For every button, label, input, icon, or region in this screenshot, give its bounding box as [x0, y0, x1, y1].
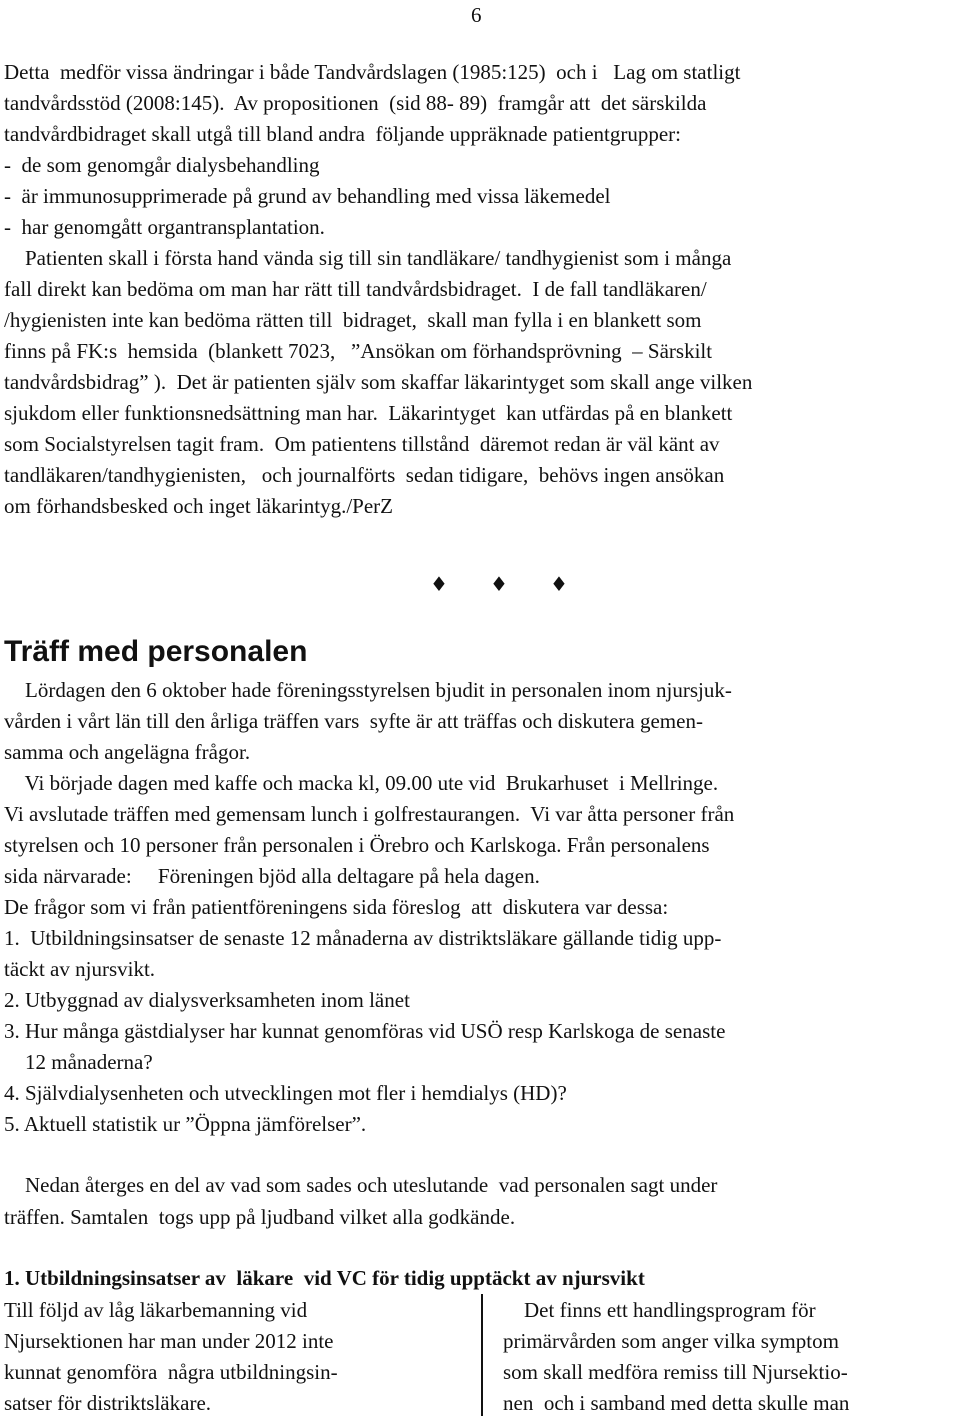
question-item: 1. Utbildningsinsatser de senaste 12 månaderna av distriktsläkare gällande tidig upp- — [4, 926, 722, 950]
diamond-icon: ♦ — [550, 572, 568, 596]
left-column-line: Njursektionen har man under 2012 inte — [4, 1329, 334, 1353]
column-divider — [481, 1294, 483, 1416]
question-item: 3. Hur många gästdialyser har kunnat genomföras vid USÖ resp Karlskoga de senaste — [4, 1019, 726, 1043]
article-line: Vi avslutade träffen med gemensam lunch i golfrestaurangen. Vi var åtta personer från — [4, 802, 735, 826]
page-number: 6 — [471, 3, 482, 27]
article-line: Vi började dagen med kaffe och macka kl, 09.00 ute vid Brukarhuset i Mellringe. — [4, 771, 719, 795]
article-title: Träff med personalen — [4, 635, 308, 668]
article-line: sida närvarade: Föreningen bjöd alla deltagare på hela dagen. — [4, 864, 540, 888]
question-item: 5. Aktuell statistik ur ”Öppna jämförelser”. — [4, 1112, 367, 1136]
diamond-icon: ♦ — [430, 572, 448, 596]
intro-line: finns på FK:s hemsida (blankett 7023, ”Ansökan om förhandsprövning – Särskilt — [4, 339, 713, 363]
intro-line: /hygienisten inte kan bedöma rätten till bidraget, skall man fylla i en blankett som — [4, 308, 702, 332]
intro-list-item: - de som genomgår dialysbehandling — [4, 153, 320, 177]
intro-line: tandvårdbidraget skall utgå till bland andra följande uppräknade patientgrupper: — [4, 122, 682, 146]
summary-line: träffen. Samtalen togs upp på ljudband vilket alla godkände. — [4, 1205, 516, 1229]
right-column-line: Det finns ett handlingsprogram för — [503, 1298, 816, 1322]
right-column-line: nen och i samband med detta skulle man — [503, 1391, 850, 1415]
intro-line: som Socialstyrelsen tagit fram. Om patientens tillstånd däremot redan är väl känt av — [4, 432, 720, 456]
diamond-icon: ♦ — [490, 572, 508, 596]
intro-list-item: - är immunosupprimerade på grund av behandling med vissa läkemedel — [4, 184, 611, 208]
intro-line: Patienten skall i första hand vända sig till sin tandläkare/ tandhygienist som i många — [4, 246, 732, 270]
intro-line: tandvårdsstöd (2008:145). Av propositionen (sid 88- 89) framgår att det särskilda — [4, 91, 707, 115]
left-column-line: kunnat genomföra några utbildningsin- — [4, 1360, 338, 1384]
article-line: vården i vårt län till den årliga träffen vars syfte är att träffas och diskutera gemen- — [4, 709, 703, 733]
intro-line: tandvårdsbidrag” ). Det är patienten själv som skaffar läkarintyget som skall ange vilken — [4, 370, 753, 394]
intro-line: sjukdom eller funktionsnedsättning man har. Läkarintyget kan utfärdas på en blankett — [4, 401, 733, 425]
right-column-line: primärvården som anger vilka symptom — [503, 1329, 839, 1353]
summary-line: Nedan återges en del av vad som sades och uteslutande vad personalen sagt under — [4, 1173, 718, 1197]
question-item: 2. Utbyggnad av dialysverksamheten inom länet — [4, 988, 410, 1012]
right-column-line: som skall medföra remiss till Njursektio- — [503, 1360, 848, 1384]
intro-line: tandläkaren/tandhygienisten, och journalförts sedan tidigare, behövs ingen ansökan — [4, 463, 725, 487]
intro-line: fall direkt kan bedöma om man har rätt till tandvårdsbidraget. I de fall tandläkaren/ — [4, 277, 707, 301]
article-line: styrelsen och 10 personer från personalen i Örebro och Karlskoga. Från personalens — [4, 833, 710, 857]
intro-line: om förhandsbesked och inget läkarintyg./PerZ — [4, 494, 393, 518]
question-item: 12 månaderna? — [4, 1050, 153, 1074]
question-item: täckt av njursvikt. — [4, 957, 156, 981]
section-separator — [430, 572, 610, 596]
intro-list-item: - har genomgått organtransplantation. — [4, 215, 325, 239]
left-column-line: Till följd av låg läkarbemanning vid — [4, 1298, 308, 1322]
left-column-line: satser för distriktsläkare. — [4, 1391, 212, 1415]
section-heading: 1. Utbildningsinsatser av läkare vid VC för tidig upptäckt av njursvikt — [4, 1266, 645, 1290]
question-item: 4. Självdialysenheten och utvecklingen mot fler i hemdialys (HD)? — [4, 1081, 567, 1105]
article-line: samma och angelägna frågor. — [4, 740, 251, 764]
intro-line: Detta medför vissa ändringar i både Tandvårdslagen (1985:125) och i Lag om statligt — [4, 60, 741, 84]
article-line: De frågor som vi från patientföreningens sida föreslog att diskutera var dessa: — [4, 895, 669, 919]
article-line: Lördagen den 6 oktober hade föreningsstyrelsen bjudit in personalen inom njursjuk- — [4, 678, 732, 702]
